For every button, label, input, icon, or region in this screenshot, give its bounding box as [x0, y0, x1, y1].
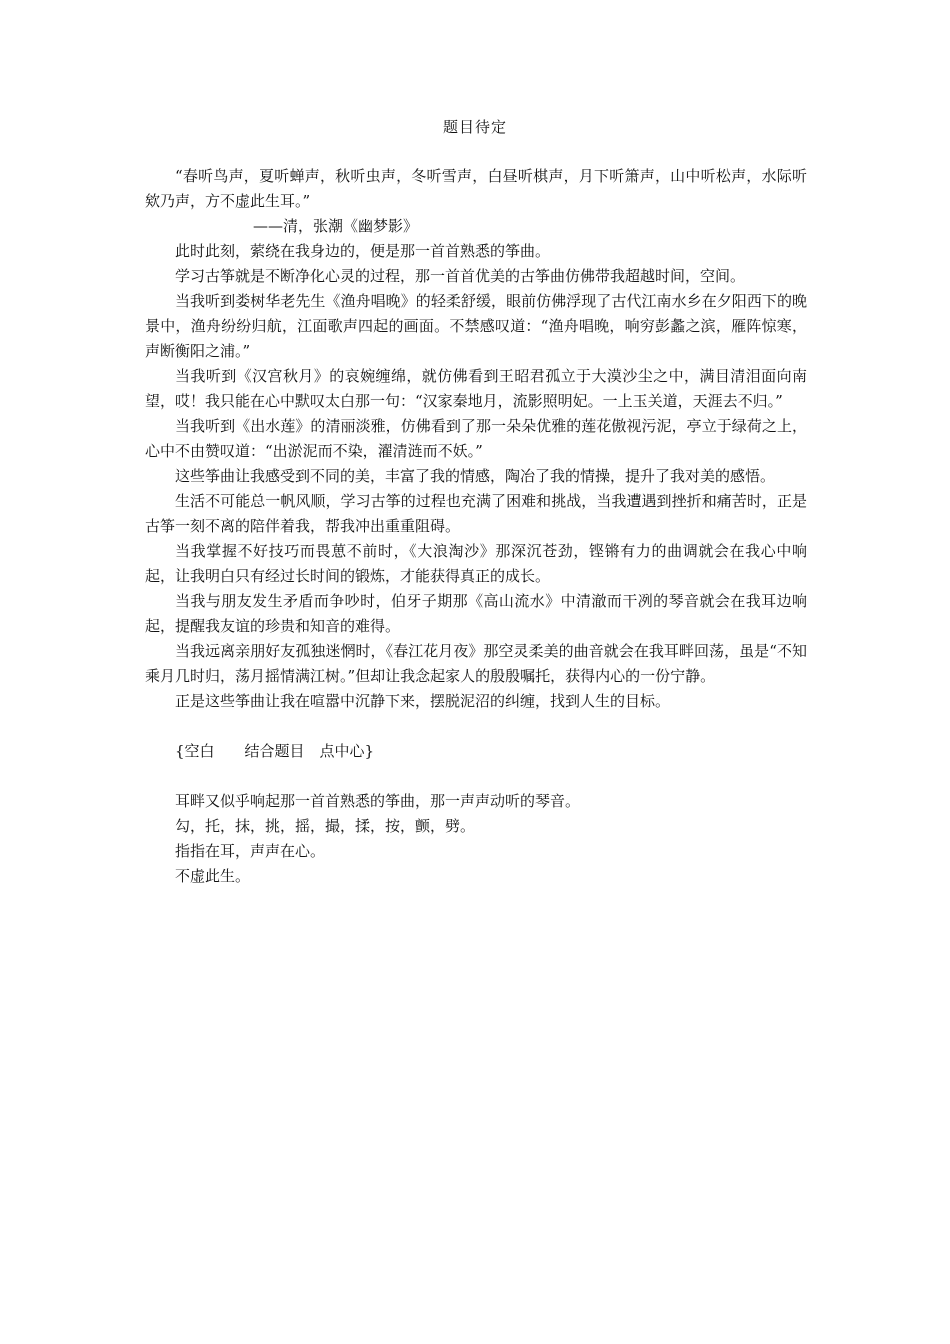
paragraph: 当我掌握不好技巧而畏葸不前时，《大浪淘沙》那深沉苍劲，铿锵有力的曲调就会在我心中响起，让我明白只有经过长时间的锻炼，才能获得真正的成长。	[145, 542, 807, 585]
quote-source: ——清，张潮《幽梦影》	[253, 217, 419, 235]
paragraph: 当我远离亲朋好友孤独迷惘时，《春江花月夜》那空灵柔美的曲音就会在我耳畔回荡，虽是“不知乘月几时归，荡月摇情满江树。”但却让我念起家人的殷殷嘱托，获得内心的一份宁静。	[145, 642, 807, 685]
opening-quote: “春听鸟声，夏听蝉声，秋听虫声，冬听雪声，白昼听棋声，月下听箫声，山中听松声，水际听欸乃声，方不虚此生耳。”	[145, 167, 807, 210]
paragraph: 这些筝曲让我感受到不同的美，丰富了我的情感，陶冶了我的情操，提升了我对美的感悟。	[175, 467, 776, 485]
ending-line: 不虚此生。	[175, 867, 251, 885]
paragraph: 当我听到《汉宫秋月》的哀婉缠绵，就仿佛看到王昭君孤立于大漠沙尘之中，满目清泪面向南望，哎！我只能在心中默叹太白那一句：“汉家秦地月，流影照明妃。一上玉关道，天涯去不归。”	[145, 367, 807, 410]
document-title: 题目待定	[442, 118, 507, 136]
editor-note: {空白 结合题目 点中心}	[175, 742, 375, 760]
ending-line: 耳畔又似乎响起那一首首熟悉的筝曲，那一声声动听的琴音。	[175, 792, 581, 810]
paragraph: 当我听到《出水莲》的清丽淡雅，仿佛看到了那一朵朵优雅的莲花傲视污泥，亭立于绿荷之上，心中不由赞叹道：“出淤泥而不染，濯清涟而不妖。”	[145, 417, 807, 460]
paragraph: 当我与朋友发生矛盾而争吵时，伯牙子期那《高山流水》中清澈而干冽的琴音就会在我耳边响起，提醒我友谊的珍贵和知音的难得。	[145, 592, 807, 635]
document-body	[145, 164, 807, 889]
paragraph: 学习古筝就是不断净化心灵的过程，那一首首优美的古筝曲仿佛带我超越时间，空间。	[175, 267, 746, 285]
ending-line: 指指在耳，声声在心。	[175, 842, 326, 860]
paragraph: 当我听到娄树华老先生《渔舟唱晚》的轻柔舒缓，眼前仿佛浮现了古代江南水乡在夕阳西下的晚景中，渔舟纷纷归航，江面歌声四起的画面。不禁感叹道：“渔舟唱晚，响穷彭蠡之滨，雁阵惊寒，声断衡阳之浦。”	[145, 292, 807, 360]
paragraph: 正是这些筝曲让我在喧嚣中沉静下来，摆脱泥沼的纠缠，找到人生的目标。	[175, 692, 671, 710]
paragraph: 此时此刻，萦绕在我身边的，便是那一首首熟悉的筝曲。	[175, 242, 551, 260]
paragraph: 生活不可能总一帆风顺，学习古筝的过程也充满了困难和挑战，当我遭遇到挫折和痛苦时，正是古筝一刻不离的陪伴着我，帮我冲出重重阻碍。	[145, 492, 807, 535]
ending-line: 勾，托，抹，挑，摇，撮，揉，按，颤，劈。	[175, 817, 476, 835]
